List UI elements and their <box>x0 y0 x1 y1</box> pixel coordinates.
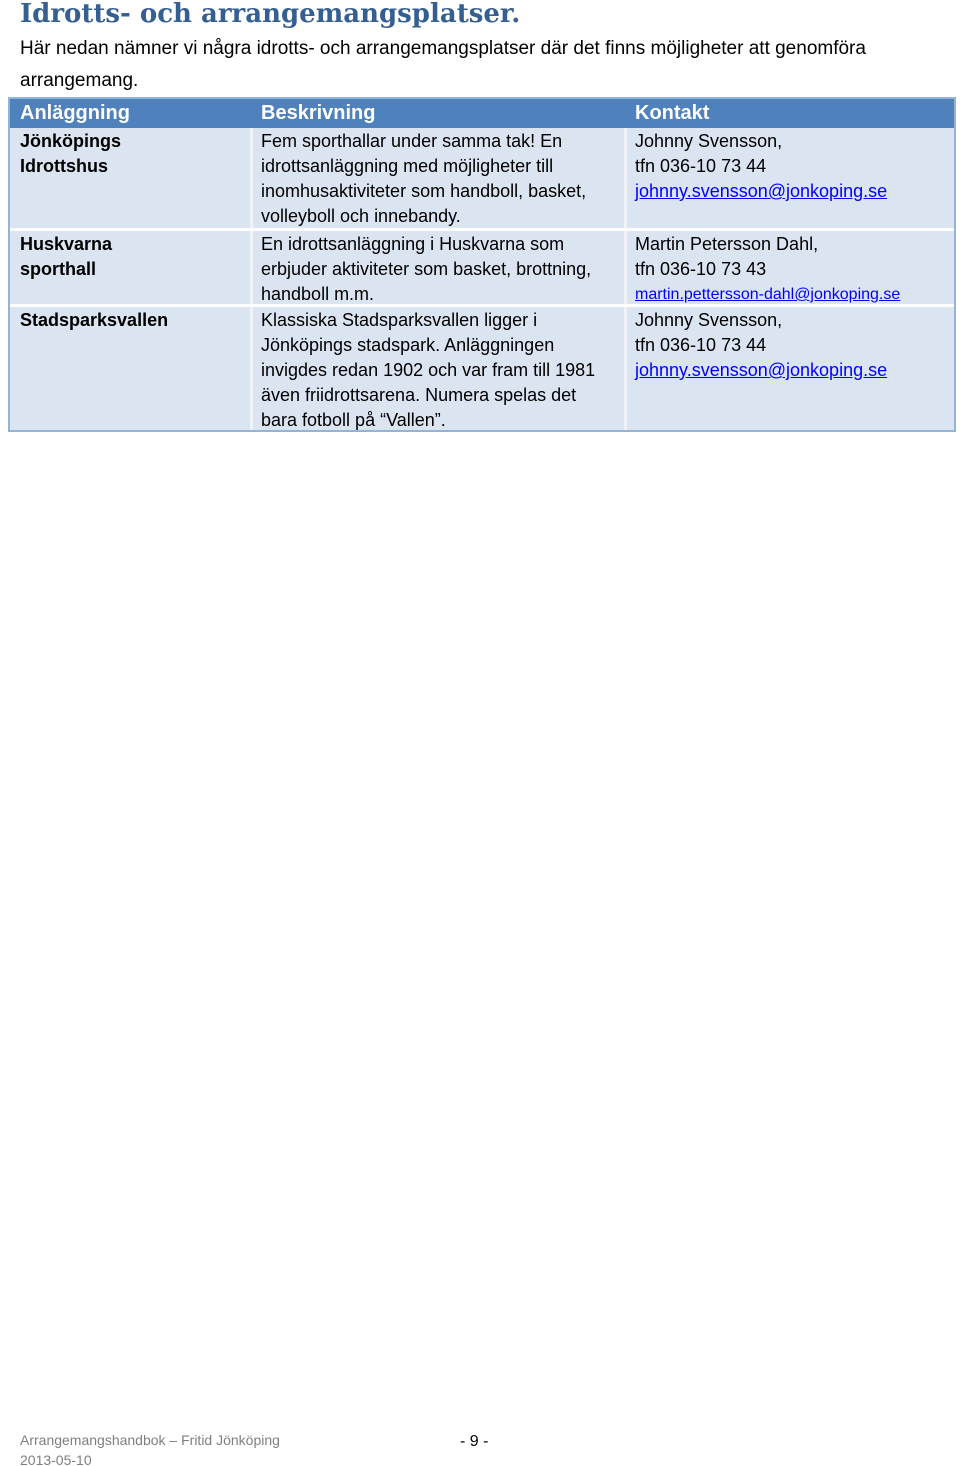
description-line: idrottsanläggning med möjligheter till <box>261 156 554 176</box>
facility-name-line: Stadsparksvallen <box>20 310 169 330</box>
contact-name: Johnny Svensson, <box>635 310 783 330</box>
description-cell <box>261 308 631 433</box>
header-description: Beskrivning <box>261 102 376 124</box>
description-line: Fem sporthallar under samma tak! En <box>261 131 563 151</box>
description-cell <box>261 129 631 229</box>
footer-title: Arrangemangshandbok – Fritid Jönköping <box>20 1432 280 1448</box>
contact-email-link[interactable]: johnny.svensson@jonkoping.se <box>635 360 888 380</box>
footer-date: 2013-05-10 <box>20 1452 92 1466</box>
facility-name-line: Jönköpings <box>20 131 122 151</box>
facility-name-line: Idrottshus <box>20 156 108 176</box>
description-cell <box>261 232 631 307</box>
contact-email-link[interactable]: martin.pettersson-dahl@jonkoping.se <box>635 286 901 303</box>
contact-phone: tfn 036-10 73 44 <box>635 156 767 176</box>
description-line: En idrottsanläggning i Huskvarna som <box>261 234 565 254</box>
description-line: Klassiska Stadsparksvallen ligger i <box>261 310 538 330</box>
contact-name: Johnny Svensson, <box>635 131 783 151</box>
table-row <box>10 231 954 304</box>
intro-text: Här nedan nämner vi några idrotts- och arrangemangsplatser där det finns möjligheter att genomföra arrangemang. <box>20 38 866 91</box>
description-line: Jönköpings stadspark. Anläggningen <box>261 335 555 355</box>
header-facility: Anläggning <box>20 102 130 124</box>
facilities-table <box>8 97 956 432</box>
description-line: inomhusaktiviteter som handboll, basket, <box>261 181 587 201</box>
contact-cell <box>635 232 950 307</box>
facility-cell <box>20 232 240 282</box>
contact-phone: tfn 036-10 73 43 <box>635 259 767 279</box>
contact-cell <box>635 129 950 204</box>
description-line: invigdes redan 1902 och var fram till 1981 <box>261 360 596 380</box>
description-line: även friidrottsarena. Numera spelas det <box>261 385 577 405</box>
description-line: bara fotboll på “Vallen”. <box>261 410 446 430</box>
table-row <box>10 128 954 228</box>
facility-cell <box>20 308 240 333</box>
table-row <box>10 307 954 430</box>
footer <box>20 1430 280 1466</box>
page-heading: Idrotts- och arrangemangsplatser. <box>20 0 521 29</box>
contact-email-link[interactable]: johnny.svensson@jonkoping.se <box>635 181 888 201</box>
description-line: erbjuder aktiviteter som basket, brottning, <box>261 259 592 279</box>
description-line: volleyboll och innebandy. <box>261 206 461 226</box>
description-line: handboll m.m. <box>261 284 375 304</box>
header-contact: Kontakt <box>635 102 710 124</box>
contact-phone: tfn 036-10 73 44 <box>635 335 767 355</box>
page-number: - 9 - <box>460 1433 489 1450</box>
contact-name: Martin Petersson Dahl, <box>635 234 819 254</box>
facility-name-line: Huskvarna <box>20 234 113 254</box>
facility-name-line: sporthall <box>20 259 97 279</box>
facility-cell <box>20 129 240 179</box>
column-divider <box>624 128 627 430</box>
column-divider <box>250 128 253 430</box>
table-header-row <box>10 99 954 128</box>
contact-cell <box>635 308 950 383</box>
